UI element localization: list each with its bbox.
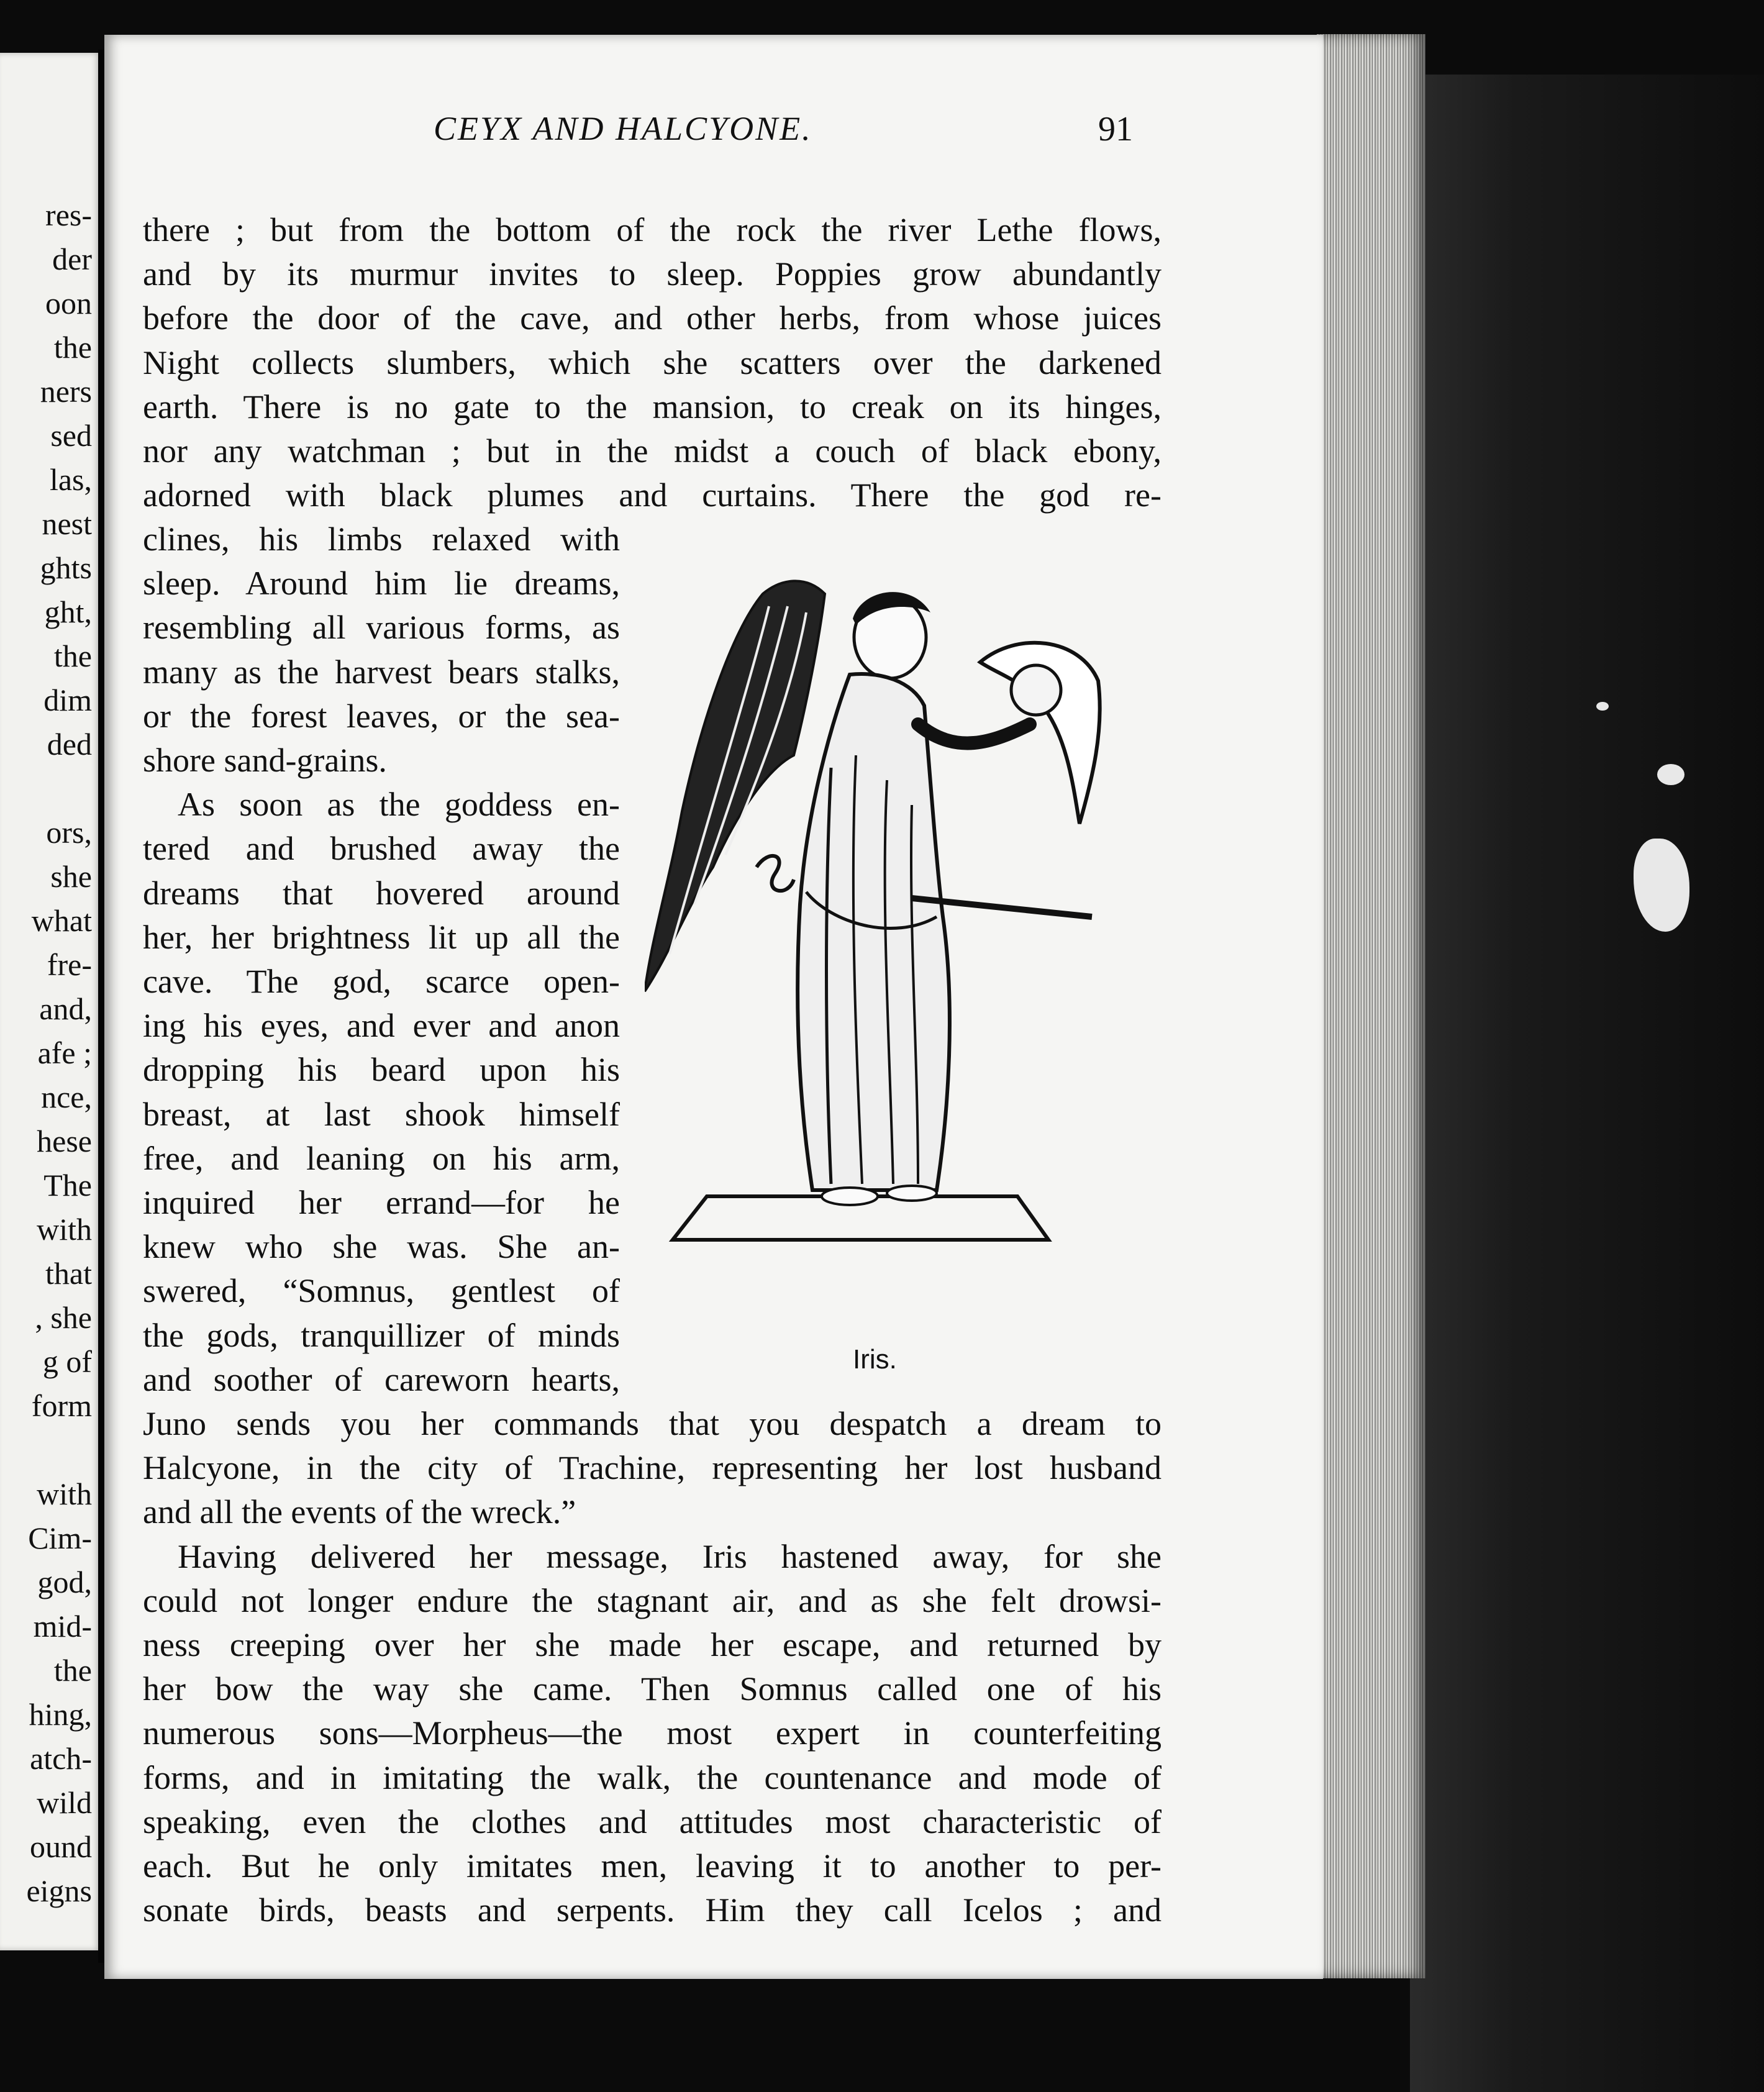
- text-line: and all the events of the wreck.”: [143, 1493, 576, 1531]
- text-line: knew who she was. She an-: [143, 1228, 620, 1266]
- text-line: ness creeping over her she made her escape, and returned by: [143, 1626, 1162, 1663]
- text-line: her bow the way she came. Then Somnus called one of his: [143, 1670, 1162, 1708]
- figure-caption: Iris.: [853, 1344, 897, 1375]
- left-page-fragment: ors,: [46, 815, 92, 850]
- text-line: before the door of the cave, and other herbs, from whose juices: [143, 299, 1162, 337]
- left-page-fragment: ght,: [44, 594, 92, 629]
- left-page-fragment: ghts: [40, 550, 92, 585]
- text-line: shore sand-grains.: [143, 742, 387, 779]
- text-line: cave. The god, scarce open-: [143, 963, 620, 1000]
- text-line: Having delivered her message, Iris hastened away, for she: [178, 1537, 1162, 1575]
- left-page-fragment: what: [31, 903, 92, 938]
- left-page-fragment: with: [37, 1476, 92, 1511]
- left-page-fragment: the: [53, 330, 92, 365]
- left-page-fragment: nest: [42, 506, 92, 541]
- left-page-fragment: god,: [37, 1565, 92, 1599]
- text-line: dropping his beard upon his: [143, 1051, 620, 1089]
- left-page-fragment: dim: [43, 683, 92, 717]
- left-page-fragment: the: [53, 639, 92, 673]
- text-line: free, and leaning on his arm,: [143, 1139, 620, 1177]
- left-page-fragment: The: [43, 1168, 92, 1203]
- text-line: numerous sons—Morpheus—the most expert in counterfeiting: [143, 1714, 1162, 1752]
- left-page-fragment: afe ;: [37, 1035, 92, 1070]
- text-line: and by its murmur invites to sleep. Poppies grow abundantly: [143, 255, 1162, 293]
- left-page-fragment: eigns: [26, 1873, 92, 1908]
- iris-illustration: [645, 519, 1104, 1389]
- text-line: resembling all various forms, as: [143, 609, 620, 647]
- text-line: there ; but from the bottom of the rock the river Lethe flows,: [143, 211, 1162, 248]
- text-line: sleep. Around him lie dreams,: [143, 565, 620, 603]
- text-line: earth. There is no gate to the mansion, to creak on its hinges,: [143, 388, 1162, 425]
- left-page-fragment: the: [53, 1653, 92, 1688]
- left-page-fragment: Cim-: [28, 1521, 92, 1555]
- text-line: inquired her errand—for he: [143, 1184, 620, 1221]
- left-page-fragment: hese: [37, 1124, 92, 1158]
- text-line: and soother of careworn hearts,: [143, 1360, 620, 1398]
- left-page-fragment: that: [45, 1256, 92, 1291]
- left-page-fragment: ded: [47, 727, 92, 762]
- left-page-fragment: hing,: [29, 1697, 92, 1732]
- left-page-fragment: las,: [49, 462, 92, 497]
- left-page-fragment: nce,: [41, 1080, 92, 1114]
- text-line: Halcyone, in the city of Trachine, representing her lost husband: [143, 1449, 1162, 1487]
- page-header: [104, 109, 1323, 153]
- left-page-fragment: with: [37, 1212, 92, 1247]
- left-page-fragment: atch-: [30, 1741, 92, 1776]
- text-line: Juno sends you her commands that you despatch a dream to: [143, 1405, 1162, 1442]
- text-line: clines, his limbs relaxed with: [143, 521, 620, 558]
- left-page-fragment: oon: [45, 286, 92, 321]
- left-page-fragment: , she: [35, 1300, 92, 1335]
- left-page-fragment: wild: [37, 1785, 92, 1820]
- text-line: the gods, tranquillizer of minds: [143, 1316, 620, 1354]
- previous-page-edge: [0, 53, 101, 1950]
- text-line: breast, at last shook himself: [143, 1095, 620, 1133]
- left-page-fragment: mid-: [33, 1609, 92, 1644]
- page-number: 91: [1098, 110, 1133, 148]
- left-page-fragment: g of: [42, 1344, 92, 1379]
- left-page-fragment: form: [31, 1388, 92, 1423]
- book-cover-background: [1410, 75, 1764, 2092]
- left-page-fragment: and,: [39, 991, 92, 1026]
- text-line: dreams that hovered around: [143, 874, 620, 912]
- left-page-fragment: res-: [45, 198, 92, 232]
- text-line: could not longer endure the stagnant air, and as she felt drowsi-: [143, 1581, 1162, 1619]
- text-line: her, her brightness lit up all the: [143, 918, 620, 956]
- text-line: each. But he only imitates men, leaving it to another to per-: [143, 1847, 1162, 1885]
- text-line: tered and brushed away the: [143, 830, 620, 868]
- book-page: [104, 35, 1323, 1979]
- text-line: nor any watchman ; but in the midst a couch of black ebony,: [143, 432, 1162, 470]
- text-line: swered, “Somnus, gentlest of: [143, 1272, 620, 1310]
- robe: [798, 674, 950, 1190]
- text-line: many as the harvest bears stalks,: [143, 653, 620, 691]
- left-page-fragment: sed: [50, 418, 92, 453]
- left-page-fragment: ners: [40, 374, 92, 409]
- left-page-fragment: ound: [30, 1829, 92, 1864]
- left-page-fragment: der: [52, 242, 92, 276]
- text-line: sonate birds, beasts and serpents. Him they call Icelos ; and: [143, 1891, 1162, 1929]
- page-block-edges: [1317, 34, 1425, 1978]
- text-line: As soon as the goddess en-: [178, 786, 620, 824]
- text-line: ing his eyes, and ever and anon: [143, 1007, 620, 1045]
- text-line: adorned with black plumes and curtains. There the god re-: [143, 476, 1162, 514]
- raised-arm: [918, 724, 1030, 743]
- text-line: Night collects slumbers, which she scatters over the darkened: [143, 343, 1162, 381]
- left-page-fragment: fre-: [47, 947, 92, 982]
- text-line: or the forest leaves, or the sea-: [143, 697, 620, 735]
- text-line: forms, and in imitating the walk, the countenance and mode of: [143, 1758, 1162, 1796]
- left-page-fragment: she: [50, 859, 92, 894]
- text-line: speaking, even the clothes and attitudes most characteristic of: [143, 1803, 1162, 1840]
- running-title: CEYX AND HALCYONE.: [434, 110, 812, 147]
